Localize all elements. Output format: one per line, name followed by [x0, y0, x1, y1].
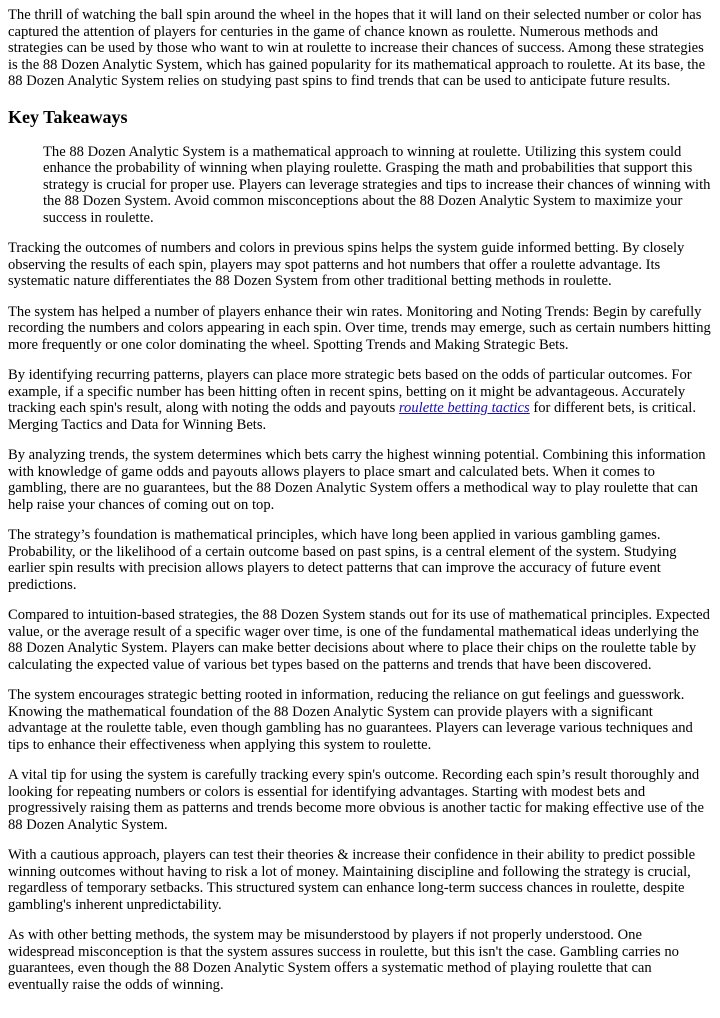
paragraph-strategic-betting: The system encourages strategic betting rooted in information, reducing the reliance on gut feelings and guesswork. Knowing the mathematical foundation of the 88 Dozen Analytic System can provide players with a significant advantage at the roulette table, even though gambling has no guarantees. Players can leverage various techniques and tips to enhance their effectiveness when applying this system to roulette. — [8, 687, 693, 753]
paragraph-patterns-text-start: By identifying recurring patterns, players can place more strategic bets based on the odds of particular outcomes. For example, if a specific number has been hitting often in recent spins, betting on it might be advantageous. Accurately tracking each spin's result, along with noting the odds and payouts — [8, 367, 692, 416]
key-takeaways-heading: Key Takeaways — [8, 106, 128, 127]
paragraph-tracking: Tracking the outcomes of numbers and colors in previous spins helps the system guide informed betting. By closely observing the results of each spin, players may spot patterns and hot numbers that offer a roulette advantage. Its systematic nature differentiates the 88 Dozen System from other traditional betting methods in roulette. — [8, 240, 685, 289]
paragraph-cautious-approach: With a cautious approach, players can test their theories & increase their confidence in their ability to predict possible winning outcomes without having to risk a lot of money. Maintaining discipline and following the strategy is crucial, regardless of temporary setbacks. This structured system can enhance long-term success chances in roulette, despite gambling's inherent unpredictability. — [8, 847, 696, 913]
paragraph-analyzing: By analyzing trends, the system determines which bets carry the highest winning potential. Combining this information with knowledge of game odds and payouts allows players to place smart and calculated bets. When it comes to gambling, there are no guarantees, but the 88 Dozen Analytic System offers a methodical way to play roulette that can help raise your chances of coming out on top. — [8, 447, 706, 513]
paragraph-patterns-text-end: for different bets, is critical. Merging Tactics and Data for Winning Bets. — [8, 400, 696, 433]
paragraph-misconceptions: As with other betting methods, the system may be misunderstood by players if not properly understood. One widespread misconception is that the system assures success in roulette, but this isn't the case. Gambling carries no guarantees, even though the 88 Dozen Analytic System offers a systematic method of playing roulette that can eventually raise the odds of winning. — [8, 927, 679, 993]
intro-paragraph: The thrill of watching the ball spin around the wheel in the hopes that it will land on their selected number or color has captured the attention of players for centuries in the game of chance known as roulette. Numerous methods and strategies can be used by those who want to win at roulette to increase their chances of success. Among these strategies is the 88 Dozen Analytic System, which has gained popularity for its mathematical approach to roulette. At its base, the 88 Dozen Analytic System relies on studying past spins to find trends that can be used to anticipate future results. — [8, 7, 706, 89]
paragraph-expected-value: Compared to intuition-based strategies, the 88 Dozen System stands out for its use of mathematical principles. Expected value, or the average result of a specific wager over time, is one of the fundamental mathematical ideas underlying the 88 Dozen Analytic System. Players can make better decisions about where to place their chips on the roulette table by calculating the expected value of various bet types based on the patterns and trends that have been discovered. — [8, 607, 710, 673]
paragraph-patterns — [8, 367, 712, 433]
roulette-betting-tactics-link[interactable]: roulette betting tactics — [398, 400, 530, 416]
key-takeaways-quote: The 88 Dozen Analytic System is a mathematical approach to winning at roulette. Utilizing this system could enhance the probability of winning when playing roulette. Grasping the math and probabilities that support this strategy is crucial for proper use. Players can leverage strategies and tips to increase their chances of winning with the 88 Dozen System. Avoid common misconceptions about the 88 Dozen Analytic System to maximize your success in roulette. — [43, 143, 711, 226]
paragraph-trends: The system has helped a number of players enhance their win rates. Monitoring and Noting Trends: Begin by carefully recording the numbers and colors appearing in each spin. Over time, trends may emerge, such as certain numbers hitting more frequently or one color dominating the wheel. Spotting Trends and Making Strategic Bets. — [8, 303, 711, 353]
paragraph-foundation: The strategy’s foundation is mathematical principles, which have long been applied in various gambling games. Probability, or the likelihood of a certain outcome based on past spins, is a central element of the system. Studying earlier spin results with precision allows players to detect patterns that can improve the accuracy of future event predictions. — [8, 527, 677, 593]
paragraph-tracking-tip: A vital tip for using the system is carefully tracking every spin's outcome. Recording each spin’s result thoroughly and looking for repeating numbers or colors is essential for identifying advantages. Starting with modest bets and progressively raising them as patterns and trends become more obvious is another tactic for making effective use of the 88 Dozen Analytic System. — [8, 767, 704, 833]
